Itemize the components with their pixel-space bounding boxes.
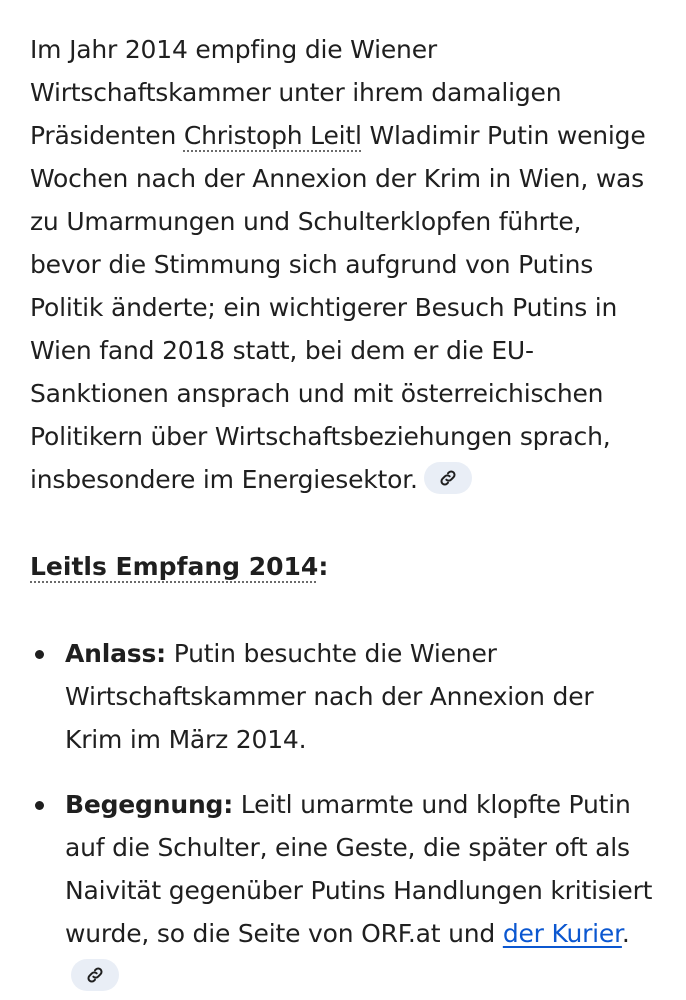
section-heading-term[interactable]: Leitls Empfang 2014 — [30, 552, 319, 581]
bullet-label: Anlass: — [65, 639, 166, 668]
bullet-text-end: . — [621, 919, 630, 948]
section-heading-colon: : — [318, 552, 329, 581]
kurier-link[interactable]: der Kurier — [502, 919, 622, 948]
link-icon — [85, 965, 105, 985]
intro-paragraph — [30, 28, 656, 501]
bullet-dot — [35, 801, 44, 810]
intro-text-2: Wladimir Putin wenige Wochen nach der Annexion der Krim in Wien, was zu Umarmungen und Schulterklopfen führte, bevor die Stimmung sich aufgrund von Putins Politik änderte; ein wichtigerer Besuch Putins in Wien fand 2018 statt, bei dem er die EU-Sanktionen ansprach und mit österreichischen Politikern über Wirtschaftsbeziehungen sprach, insbesondere im Energiesektor. — [30, 121, 646, 494]
bullet-text: Leitl umarmte und klopfte Putin auf die Schulter, eine Geste, die später oft als Naivität gegenüber Putins Handlungen kritisiert wurde, so die Seite von ORF.at und — [65, 790, 653, 948]
bullet-list — [30, 632, 656, 998]
bullet-dot — [35, 650, 44, 659]
bullet-label: Begegnung: — [65, 790, 234, 819]
list-item-anlass — [30, 632, 656, 761]
section-heading — [30, 545, 656, 588]
bullet-text: Putin besuchte die Wiener Wirtschaftskammer nach der Annexion der Krim im März 2014. — [65, 639, 594, 754]
link-icon — [438, 468, 458, 488]
christoph-leitl-term[interactable]: Christoph Leitl — [183, 121, 362, 150]
list-item-begegnung — [30, 783, 656, 998]
source-link-chip-1[interactable] — [424, 462, 472, 494]
intro-text-1: Im Jahr 2014 empfing die Wiener Wirtschaftskammer unter ihrem damaligen Präsidenten — [30, 35, 562, 150]
source-link-chip-2[interactable] — [71, 959, 119, 991]
